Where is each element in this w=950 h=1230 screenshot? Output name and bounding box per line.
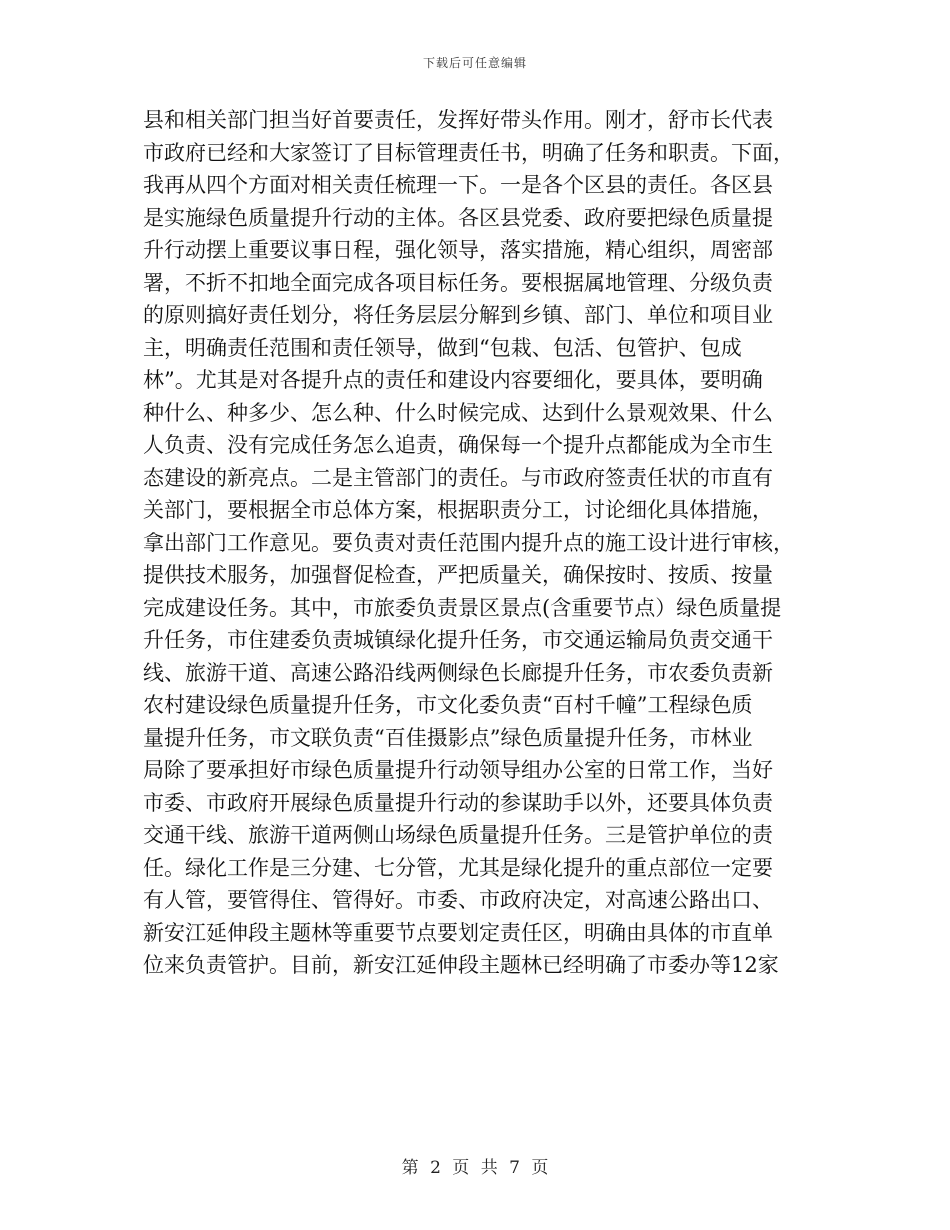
text-line: 升任务，市住建委负责城镇绿化提升任务，市交通运输局负责交通干 [143, 628, 773, 652]
text-line: 有人管，要管得住、管得好。市委、市政府决定，对高速公路出口、 [143, 888, 773, 912]
text-line: 量提升任务，市文联负责“百佳摄影点”绿色质量提升任务，市林业 [143, 725, 753, 750]
text-line: 人负责、没有完成任务怎么追责，确保每一个提升点都能成为全市生 [143, 433, 773, 457]
text-line: 主，明确责任范围和责任领导，做到“包栽、包活、包管护、包成 [143, 335, 742, 360]
text-line: 新安江延伸段主题林等重要节点要划定责任区，明确由具体的市直单 [143, 920, 773, 945]
text-line: 线、旅游干道、高速公路沿线两侧绿色长廊提升任务，市农委负责新 [143, 660, 773, 685]
text-line: 县和相关部门担当好首要责任，发挥好带头作用。刚才，舒市长代表 [143, 108, 773, 132]
text-line: 署，不折不扣地全面完成各项目标任务。要根据属地管理、分级负责 [143, 270, 773, 295]
text-line: 态建设的新亮点。二是主管部门的责任。与市政府签责任状的市直有 [143, 465, 773, 490]
text-line: 完成建设任务。其中，市旅委负责景区景点(含重要节点）绿色质量提 [143, 595, 782, 620]
text-line: 升行动摆上重要议事日程，强化领导，落实措施，精心组织，周密部 [143, 238, 773, 262]
page-footer: 第 2 页 共 7 页 [401, 1158, 549, 1178]
text-line: 任。绿化工作是三分建、七分管，尤其是绿化提升的重点部位一定要 [143, 855, 773, 880]
body-text [143, 104, 807, 982]
text-line: 交通干线、旅游干道两侧山场绿色质量提升任务。三是管护单位的责 [143, 823, 773, 847]
page-header: 下载后可任意编辑 [422, 56, 527, 70]
text-line: 关部门，要根据全市总体方案，根据职责分工，讨论细化具体措施， [143, 498, 773, 522]
text-line: 市政府已经和大家签订了目标管理责任书，明确了任务和职责。下面， [143, 140, 794, 165]
text-line: 农村建设绿色质量提升任务，市文化委负责“百村千幢”工程绿色质 [143, 693, 753, 717]
text-line: 位来负责管护。目前，新安江延伸段主题林已经明确了市委办等12家 [143, 953, 779, 977]
text-line: 是实施绿色质量提升行动的主体。各区县党委、政府要把绿色质量提 [143, 205, 773, 230]
text-line: 拿出部门工作意见。要负责对责任范围内提升点的施工设计进行审核， [143, 530, 794, 555]
text-line: 林”。尤其是对各提升点的责任和建设内容要细化，要具体，要明确 [143, 368, 763, 392]
text-line: 的原则搞好责任划分，将任务层层分解到乡镇、部门、单位和项目业 [143, 303, 773, 327]
text-line: 市委、市政府开展绿色质量提升行动的参谋助手以外，还要具体负责 [143, 790, 773, 815]
text-line: 我再从四个方面对相关责任梳理一下。一是各个区县的责任。各区县 [143, 173, 773, 197]
text-line: 提供技术服务，加强督促检查，严把质量关，确保按时、按质、按量 [143, 563, 773, 587]
text-line: 种什么、种多少、怎么种、什么时候完成、达到什么景观效果、什么 [143, 400, 773, 425]
text-line: 局除了要承担好市绿色质量提升行动领导组办公室的日常工作，当好 [143, 758, 773, 782]
